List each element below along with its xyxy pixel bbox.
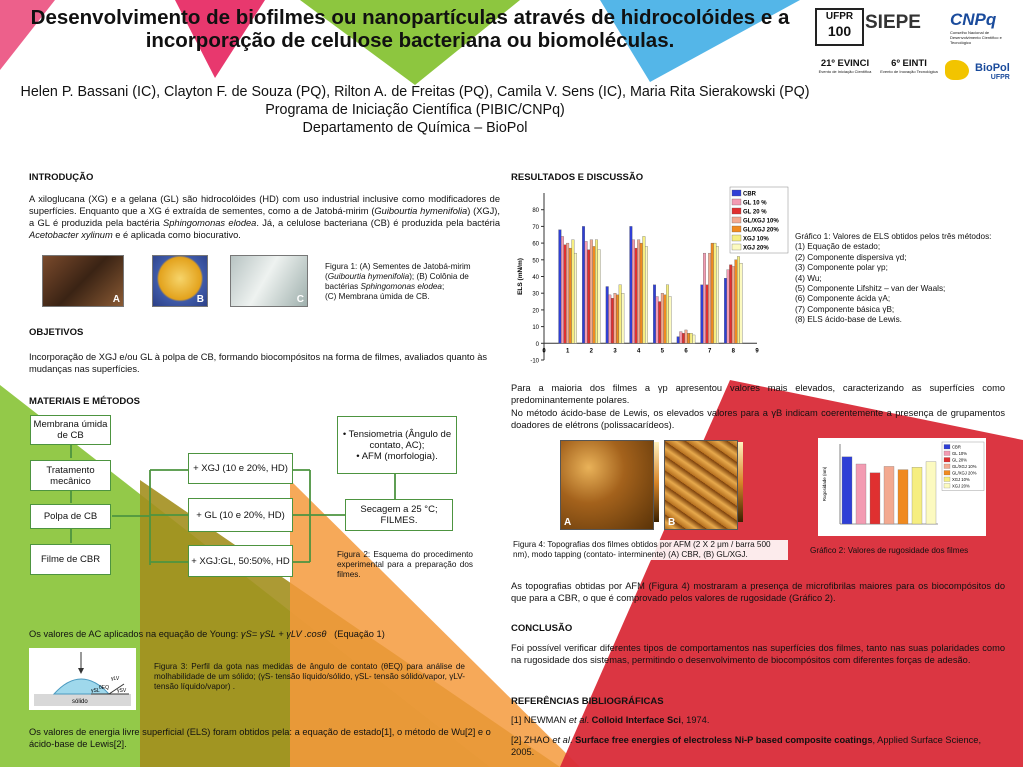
els-text: Os valores de energia livre superficial (ELS) foram obtidos pela: a equação de estado[1], o método de Wu[2] e o ácido-base de Lewis[2]. [29,727,491,749]
chart-rugosidade [818,438,986,536]
afm-image-b: B [664,440,738,530]
legend-label: GL/XGJ 10% [952,464,977,470]
y-tick-label: 70 [532,224,539,231]
x-tick-label: 5 [660,348,665,355]
flow-box-xgjgl: + XGJ:GL, 50:50%, HD [188,545,293,577]
bar-gl-10- [727,270,730,343]
flow-box-gl: + GL (10 e 20%, HD) [188,498,293,532]
program: Programa de Iniciação Científica (PIBIC/CNPq) [265,102,565,118]
flow-box-tratamento: Tratamento mecânico [30,460,111,491]
legend-label: GL/XGJ 20% [952,470,977,476]
einti-logo: 6º EINTI Evento de Inovação Tecnológica [880,58,938,74]
conclusao-heading: CONCLUSÃO [511,623,573,634]
referencias-heading: REFERÊNCIAS BIBLIOGRÁFICAS [511,696,664,707]
bar-gl-xgj-10- [637,240,640,344]
bar-gl-10- [609,295,612,343]
legend-label: GL/XGJ 10% [743,218,779,225]
y-tick-label: 60 [532,241,539,248]
bar-gl-xgj-20- [711,243,714,343]
bar-xgj-10- [690,333,693,343]
bar-xgj-10- [595,240,598,344]
bar-xgj-20- [622,293,625,343]
legend-swatch [944,451,950,456]
fig1-photo-seeds: A [42,255,124,307]
legend-label: CBR [952,444,961,450]
bar-gl-10- [680,332,683,344]
bar-xgj-20- [693,335,696,343]
bar-gl-xgj-10- [566,243,569,343]
bar-cbr [630,226,633,343]
legend-label: GL 10 % [743,200,767,207]
bar-cbr [677,337,680,344]
flow-box-secagem: Secagem a 25 °C; FILMES. [345,499,453,531]
legend-swatch [732,226,741,232]
fig3-caption: Figura 3: Perfil da gota nas medidas de ângulo de contato (θEQ) para análise de molhabilidade de um sólido; (γS- tensão líquido/sólido, γSL- tensão sólido/vapor, γLV- tensão líquido/vapor) . [154,662,465,691]
legend-label: XGJ 10% [952,477,970,483]
bar-gl-xgj-20- [735,260,738,344]
flow-box-filme: Filme de CBR [30,544,111,575]
bar-xgj-20- [716,246,719,343]
bar-cbr [653,285,656,343]
bar-gl-20- [564,245,567,344]
bar-gl-xgj-10- [732,266,735,343]
reference-1: [1] NEWMAN et al. Colloid Interface Sci, 1974. [511,715,710,725]
bar-gl-20- [658,302,661,344]
bar-gl-xgj-20- [569,248,572,343]
x-tick-label: 3 [613,348,617,355]
objetivos-heading: OBJETIVOS [29,327,84,338]
y-tick-label: 30 [532,291,539,298]
bar-cbr [724,278,727,343]
legend-swatch [944,477,950,482]
legend-swatch [944,484,950,489]
flow-box-tensiometria: • Tensiometria (Ângulo de contato, AC); • AFM (morfologia). [337,416,457,474]
reference-2: [2] ZHAO et al. Surface free energies of electroless Ni-P based composite coatings, Applied Surface Science, 2005. [511,735,982,757]
bar-xgj-20- [598,250,601,344]
bar-xgj-10- [737,256,740,343]
bar-gl-xgj-10- [685,330,688,343]
bar-gl-xgj-20- [664,295,667,343]
legend-label: XGJ 20% [952,483,970,489]
bar-gl-xgj-20- [616,295,619,343]
fig1-caption: Figura 1: (A) Sementes de Jatobá-mirim (Guibourtia hymenifolia); (B) Colônia de bactérias Sphingomonas elodea; (C) Membrana úmida de CB. [325,262,471,301]
intro-text: A xiloglucana (XG) e a gelana (GL) são hidrocolóides (HD) com uso industrial inclusive como modificadores de superfícies. Enquanto que a XG é extraída de sementes, como a de Jatobá-mirim (Guibourtia hymenifolia) (XGJ), a GL é produzida pela bactéria Sphingomonas elodea. Já, a celulose bacteriana (CB) é produzida pela bactéria Acetobacter xylinum e é aplicada como biocurativo. [29,194,500,240]
bar-xgj-10- [619,285,622,343]
y-tick-label: 40 [532,275,539,281]
intro-heading: INTRODUÇÃO [29,172,94,183]
bar-gl-20- [706,285,709,343]
y-tick-label: 20 [532,308,539,315]
resultados-p3: As topografias obtidas por AFM (Figura 4) mostraram a presença de microfibrilas maiores para os biocompósitos do que para a CBR, o que é comprovado pelos valores de rugosidade (Gráfico 2). [511,581,1005,603]
bar-xgj-10- [643,236,646,343]
y-tick-label: 10 [532,325,539,332]
bar-xgj-10- [666,285,669,343]
bar-cbr [701,285,704,343]
y-axis-label: Rugosidade (nm) [822,466,827,502]
bar-cbr [559,230,562,344]
biopol-logo: BioPol UFPR [975,62,1010,81]
young-equation-line: Os valores de AC aplicados na equação de Young: γS= γSL + γLV .cosθ (Equação 1) [29,629,385,639]
y-tick-label: -10 [530,358,539,365]
x-tick-label: 0 [542,348,546,355]
fig3-theta-label: θEQ [99,685,110,691]
authors: Helen P. Bassani (IC), Clayton F. de Souza (PQ), Rilton A. de Freitas (PQ), Camila V. Sens (IC), Maria Rita Sierakowski (PQ) [20,84,810,100]
fig1-photo-colony: B [152,255,208,307]
grafico1-caption: Gráfico 1: Valores de ELS obtidos pelos três métodos: (1) Equação de estado; (2) Componente dispersiva γd; (3) Componente polar γp; (4) Wu; (5) Componente Lifshitz – van der Waals; (6) Componente ácida γA; (7) Componente básica γB; (8) ELS ácido-base de Lewis. [795,232,992,325]
legend-swatch [732,190,741,196]
metodos-heading: MATERIAIS E MÉTODOS [29,396,141,407]
legend-swatch [732,235,741,241]
bar-gl-10- [856,464,866,524]
bar-cbr [606,287,609,344]
fig1-photo-membrane: C [230,255,308,307]
x-tick-label: 2 [589,348,594,355]
legend-swatch [732,199,741,205]
bar-gl-20- [870,473,880,524]
siepe-logo: SIEPE [865,12,921,33]
resultados-p1: Para a maioria dos filmes a γp apresentou valores mais elevados, caracterizando as superfícies como predominantemente polares. [511,383,1005,405]
bar-gl-10- [561,236,564,343]
legend-label: GL/XGJ 20% [743,227,779,234]
flow-box-xgj: + XGJ (10 e 20%, HD) [188,453,293,484]
bar-gl-xgj-10- [708,253,711,343]
legend-label: XGJ 10% [743,236,769,243]
legend-swatch [732,244,741,250]
legend-swatch [944,445,950,450]
x-tick-label: 8 [731,348,736,355]
bar-gl-20- [635,248,638,343]
bar-xgj-20- [926,462,936,524]
x-tick-label: 6 [684,348,688,355]
bar-gl-xgj-20- [640,243,643,343]
poster-title: Desenvolvimento de biofilmes ou nanopartículas através de hidrocolóides e a incorporação de celulose bacteriana ou biomoléculas. [30,6,790,52]
bar-gl-xgj-10- [661,293,664,343]
bar-gl-20- [611,298,614,343]
fig3-gsv-label: γSV [117,688,127,694]
grafico2-caption: Gráfico 2: Valores de rugosidade dos filmes [810,546,969,555]
y-tick-label: 0 [535,341,539,348]
bar-gl-xgj-10- [590,240,593,344]
bar-gl-10- [656,297,659,344]
ufpr-logo: UFPR 100 [815,8,864,46]
y-axis-label: ELS (mN/m) [517,258,524,295]
fig2-caption: Figura 2: Esquema do procedimento experimental para a preparação dos filmes. [337,550,473,579]
conclusao-text: Foi possível verificar diferentes tipos de comportamentos nas superfícies dos filmes, tanto nas suas polaridades como na rugosidade dos sistemas, permitindo o desenvolvimento de biocompósitos com diferentes forças de adesão. [511,643,1005,665]
resultados-p2: No método ácido-base de Lewis, os elevados valores para a γB indicam coerentemente a presença de grupamentos doadores de elétrons (polissacarídeos). [511,408,1005,430]
bar-gl-xgj-10- [884,466,894,524]
bar-cbr [842,457,852,524]
x-tick-label: 4 [636,348,641,355]
bar-gl-xgj-10- [614,293,617,343]
legend-swatch [944,471,950,476]
brazil-map-icon [945,60,969,80]
department: Departamento de Química – BioPol [302,120,528,136]
x-tick-label: 1 [565,348,570,355]
x-tick-label: 7 [707,348,712,355]
flow-box-polpa: Polpa de CB [30,504,111,529]
legend-swatch [732,217,741,223]
legend-label: GL 20 % [743,209,767,216]
flow-box-membrana: Membrana úmida de CB [30,415,111,445]
fig3-solid-label: sólido [72,699,88,705]
bar-gl-xgj-20- [593,246,596,343]
legend-swatch [944,458,950,463]
bar-gl-10- [585,241,588,343]
bar-xgj-20- [669,297,672,344]
chart-els [512,185,790,373]
evinci-logo: 21º EVINCI Evento de Iniciação Científica [818,58,872,74]
afm-scale-a [654,442,659,522]
legend-swatch [944,464,950,469]
fig3-glv-label: γLV [111,676,120,682]
cnpq-logo: CNPq Conselho Nacional de Desenvolvimento Científico e Tecnológico [950,10,1002,45]
legend-label: CBR [743,191,756,198]
bar-xgj-10- [912,467,922,524]
bar-gl-10- [703,253,706,343]
y-tick-label: 80 [532,208,539,215]
bar-cbr [582,226,585,343]
fig4-caption: Figura 4: Topografias dos filmes obtidos por AFM (2 X 2 μm / barra 500 nm), modo tapping (contato- interminente) (A) CBR, (B) GL/XGJ. [513,540,788,560]
bar-xgj-10- [714,243,717,343]
bar-gl-xgj-20- [898,470,908,524]
bar-xgj-10- [572,240,575,344]
legend-label: XGJ 20% [743,245,769,252]
bar-gl-20- [729,265,732,343]
resultados-heading: RESULTADOS E DISCUSSÃO [511,172,644,183]
legend-swatch [732,208,741,214]
fig3-drop-diagram [29,648,136,710]
bar-xgj-20- [645,246,648,343]
legend-label: GL 10% [952,451,967,457]
afm-image-a: A [560,440,654,530]
fig3-gsl-label: γSL [91,688,100,694]
afm-scale-b [738,442,743,522]
bar-gl-20- [682,333,685,343]
legend-label: GL 20% [952,457,967,463]
bar-gl-20- [587,250,590,344]
y-tick-label: 50 [532,258,539,265]
x-tick-label: 9 [755,348,759,355]
bar-gl-xgj-20- [687,333,690,343]
objetivos-text: Incorporação de XGJ e/ou GL à polpa de CB, formando biocompósitos na forma de filmes, avaliados quanto às mudanças nas superfícies. [29,352,488,374]
bar-xgj-20- [740,263,743,343]
bar-gl-10- [632,240,635,344]
bar-xgj-20- [574,253,577,343]
